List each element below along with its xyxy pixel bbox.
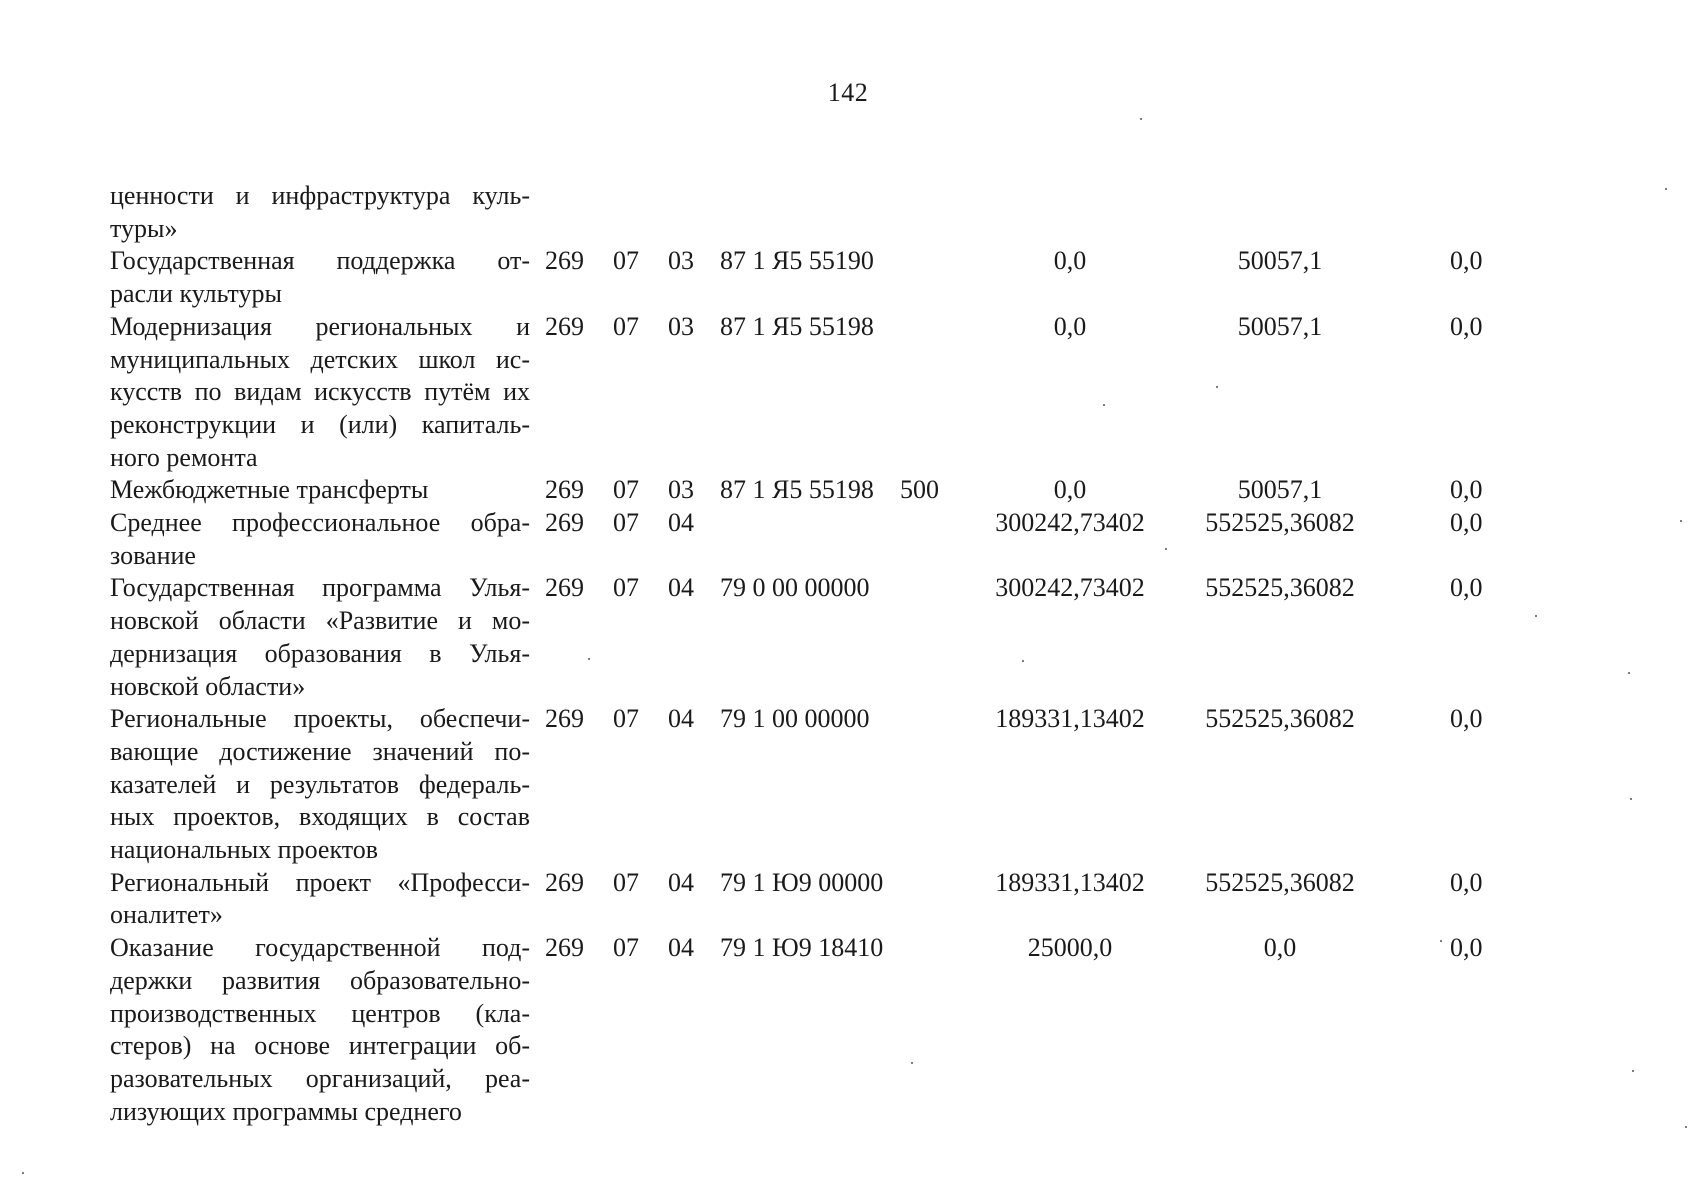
column-sum-3: 0,0 <box>1450 573 1483 603</box>
column-csr: 79 1 00 00000 <box>720 704 870 734</box>
column-rz: 07 <box>613 311 639 341</box>
description-line: новской области» <box>110 671 306 701</box>
column-sum-3: 0,0 <box>1450 475 1483 505</box>
column-sum-1: 300242,73402 <box>995 573 1145 603</box>
column-csr: 79 0 00 00000 <box>720 573 870 603</box>
column-pr: 03 <box>668 246 694 276</box>
description-line: ценности и инфраструктура куль- <box>110 181 530 210</box>
description-line: Среднее профессиональное обра- <box>110 508 530 537</box>
scan-speck <box>1632 1070 1634 1072</box>
description-line: реконструкции и (или) капиталь- <box>110 409 530 439</box>
row-description <box>110 932 530 1128</box>
column-sum-1: 25000,0 <box>1027 933 1113 963</box>
column-sum-3: 0,0 <box>1450 508 1483 537</box>
description-line: держки развития образовательно- <box>110 965 530 995</box>
column-sum-3: 0,0 <box>1450 704 1483 734</box>
scan-speck <box>1630 798 1632 800</box>
scan-speck <box>1022 660 1024 662</box>
description-line: Государственная программа Улья- <box>110 573 530 603</box>
description-line: Модернизация региональных и <box>110 311 530 341</box>
column-gr: 269 <box>545 246 584 276</box>
description-line: Государственная поддержка от- <box>110 246 530 276</box>
column-gr: 269 <box>545 867 584 897</box>
column-pr: 04 <box>668 704 694 734</box>
scan-speck <box>911 1062 913 1064</box>
description-line: Региональные проекты, обеспечи- <box>110 704 530 734</box>
column-rz: 07 <box>613 867 639 897</box>
description-line: муниципальных детских школ ис- <box>110 344 530 374</box>
column-sum-3: 0,0 <box>1450 246 1483 276</box>
scan-speck <box>1685 1126 1687 1128</box>
description-line: расли культуры <box>110 279 282 309</box>
description-line: Оказание государственной под- <box>110 933 530 963</box>
column-rz: 07 <box>613 933 639 963</box>
column-rz: 07 <box>613 246 639 276</box>
description-line: стеров) на основе интеграции об- <box>110 1031 530 1061</box>
column-sum-3: 0,0 <box>1450 933 1483 963</box>
scan-speck <box>1665 188 1667 190</box>
description-line: казателей и результатов федераль- <box>110 769 530 799</box>
scan-speck <box>1440 940 1442 942</box>
column-sum-1: 189331,13402 <box>995 704 1145 734</box>
column-pr: 04 <box>668 867 694 897</box>
column-sum-1: 0,0 <box>1053 475 1087 505</box>
column-csr: 87 1 Я5 55190 <box>720 246 874 276</box>
column-gr: 269 <box>545 311 584 341</box>
column-sum-2: 552525,36082 <box>1205 508 1355 537</box>
column-sum-2: 50057,1 <box>1237 246 1323 276</box>
description-line: ного ремонта <box>110 442 258 472</box>
column-vr: 500 <box>900 475 939 505</box>
description-line: вающие достижение значений по- <box>110 736 530 766</box>
column-csr: 87 1 Я5 55198 <box>720 311 874 341</box>
description-line: кусств по видам искусств путём их <box>110 377 530 407</box>
column-rz: 07 <box>613 573 639 603</box>
column-sum-2: 552525,36082 <box>1205 867 1355 897</box>
column-gr: 269 <box>545 573 584 603</box>
description-line: разовательных организаций, реа- <box>110 1063 530 1093</box>
row-description <box>110 180 530 245</box>
scan-speck <box>1680 520 1682 522</box>
column-pr: 03 <box>668 311 694 341</box>
column-csr: 79 1 Ю9 18410 <box>720 933 884 963</box>
description-line: Региональный проект «Професси- <box>110 867 530 897</box>
column-rz: 07 <box>613 508 639 537</box>
description-line: ных проектов, входящих в состав <box>110 802 530 832</box>
column-sum-1: 300242,73402 <box>995 508 1145 537</box>
row-description <box>110 245 530 310</box>
column-rz: 07 <box>613 475 639 505</box>
description-line: зование <box>110 540 196 570</box>
row-description <box>110 572 530 703</box>
column-csr: 79 1 Ю9 00000 <box>720 867 884 897</box>
row-description <box>110 867 530 932</box>
column-sum-2: 50057,1 <box>1237 311 1323 341</box>
page-number: 142 <box>827 78 869 107</box>
description-line: Межбюджетные трансферты <box>110 475 429 505</box>
column-sum-2: 552525,36082 <box>1205 573 1355 603</box>
column-sum-1: 0,0 <box>1053 246 1087 276</box>
row-description <box>110 507 530 572</box>
scan-speck <box>1535 615 1537 617</box>
row-description <box>110 474 530 507</box>
column-sum-1: 189331,13402 <box>995 867 1145 897</box>
column-sum-2: 0,0 <box>1263 933 1297 963</box>
column-sum-3: 0,0 <box>1450 867 1483 897</box>
column-pr: 04 <box>668 933 694 963</box>
column-sum-2: 50057,1 <box>1237 475 1323 505</box>
column-rz: 07 <box>613 704 639 734</box>
scan-speck <box>588 658 590 660</box>
column-csr: 87 1 Я5 55198 <box>720 475 874 505</box>
row-description <box>110 703 530 867</box>
scan-speck <box>1216 386 1218 388</box>
column-sum-2: 552525,36082 <box>1205 704 1355 734</box>
scan-speck <box>22 1172 24 1174</box>
description-line: лизующих программы среднего <box>110 1096 462 1126</box>
column-pr: 03 <box>668 475 694 505</box>
column-gr: 269 <box>545 508 584 537</box>
description-line: оналитет» <box>110 900 223 930</box>
scan-speck <box>1165 548 1167 550</box>
scan-speck <box>1628 672 1630 674</box>
description-line: новской области «Развитие и мо- <box>110 606 530 636</box>
column-gr: 269 <box>545 933 584 963</box>
column-gr: 269 <box>545 704 584 734</box>
column-pr: 04 <box>668 508 694 537</box>
column-gr: 269 <box>545 475 584 505</box>
description-line: национальных проектов <box>110 835 379 864</box>
row-description <box>110 311 530 475</box>
scan-speck <box>1140 118 1142 120</box>
column-pr: 04 <box>668 573 694 603</box>
scan-speck <box>1103 404 1105 406</box>
description-line: дернизация образования в Улья- <box>110 638 530 668</box>
description-line: производственных центров (кла- <box>110 998 530 1028</box>
column-sum-1: 0,0 <box>1053 311 1087 341</box>
description-line: туры» <box>110 213 178 243</box>
column-sum-3: 0,0 <box>1450 311 1483 341</box>
